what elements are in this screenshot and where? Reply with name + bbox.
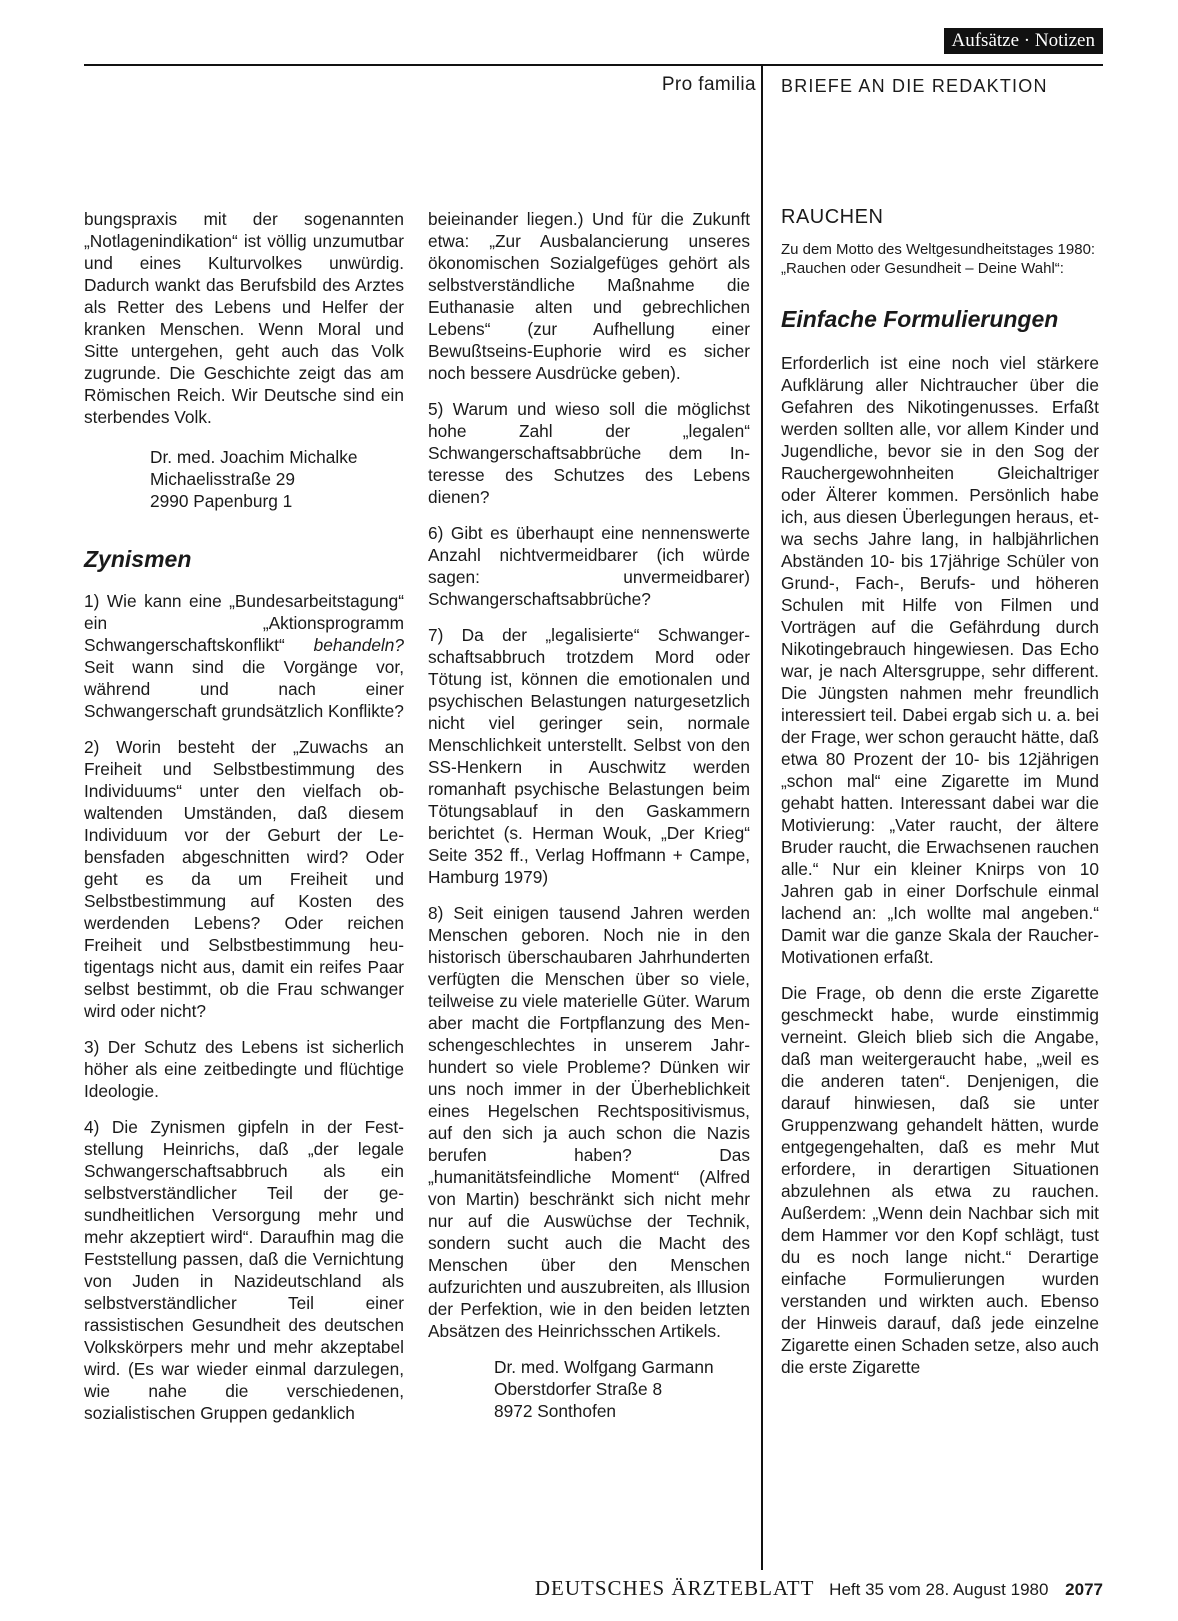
paragraph: 5) Warum und wieso soll die möglichst hohe Zahl der „legalen“ Schwangerschaftsabbrüche dem Interesse des Schutzes des Lebens dienen? bbox=[428, 399, 750, 507]
page-number: 2077 bbox=[1065, 1580, 1103, 1599]
paragraph: 6) Gibt es überhaupt eine nennenswerte Anzahl nichtvermeidbarer (ich würde sagen: unvermeidbarer) Schwangerschaftsabbrüche? bbox=[428, 523, 750, 609]
column-2 bbox=[428, 208, 750, 1458]
signature-name: Dr. med. Joachim Michalke bbox=[150, 447, 358, 467]
signature-city: 2990 Papenburg 1 bbox=[150, 491, 293, 511]
paragraph: 3) Der Schutz des Lebens ist sicherlich höher als eine zeitbedingte und flüchtige Ideologie. bbox=[84, 1037, 404, 1101]
letter-heading-zynismen: Zynismen bbox=[84, 546, 192, 572]
lead-text: Zu dem Motto des Weltgesundheitstages 1980: „Rauchen oder Gesundheit – Deine Wahl“: bbox=[781, 241, 1096, 277]
signature-street: Michaelisstraße 29 bbox=[150, 469, 296, 489]
paragraph: Erforderlich ist eine noch viel stärkere Aufklärung aller Nichtraucher über die Gefahren des Nikotingenusses. Erfaßt werden sollten alle, vor allem Kinder und Jugendliche, bevor sie in den Sog der Rauchergewohnheiten Gleichaltriger oder Älterer kommen. Persönlich habe ich, aus diesen Überlegungen heraus, etwa sechs Jahre lang, in halbjährlichen Abständen 10- bis 17jährige Schüler von Grund-, Fach-, Berufs- und höheren Schulen mit Hilfe von Filmen und Vorträgen auf die Gefährdung durch Nikotingebrauch hingewiesen. Das Echo war, je nach Altersgruppe, sehr different. Die Jüngsten nahmen mehr freundlich interessiert teil. Dabei ergab sich u. a. bei der Frage, wer schon geraucht hätte, daß etwa 80 Prozent der 10- bis 12jährigen „schon mal“ eine Zigarette im Mund gehabt hatten. Interessant dabei war die Motivierung: „Vater raucht, der ältere Bruder raucht, die Erwachsenen rauchen alle.“ Nur ein kleiner Knirps von 10 Jahren gab in einer Dorfschule einmal lachend an: „Ich wollte mal angeben.“ Damit war die ganze Skala der Raucher-Motivationen erfaßt. bbox=[781, 353, 1099, 967]
letter-heading-einfache-formulierungen: Einfache Formulierungen bbox=[781, 306, 1059, 332]
signature-name: Dr. med. Wolfgang Garmann bbox=[494, 1357, 714, 1377]
italic-run: behandeln? bbox=[313, 635, 404, 655]
running-head-right: BRIEFE AN DIE REDAKTION bbox=[781, 76, 1048, 96]
signature-street: Oberstdorfer Straße 8 bbox=[494, 1379, 663, 1399]
column-1 bbox=[84, 208, 404, 1438]
signature-michalke bbox=[150, 446, 404, 512]
signature-garmann bbox=[494, 1356, 750, 1422]
paragraph: beieinander liegen.) Und für die Zukunft etwa: „Zur Ausbalancierung unseres ökonomischen Sozialgefüges gehört als selbstverständliche Maßnahme die Euthanasie alten und gebrechlichen Lebens“ (zur Aufhellung einer Bewußtseins-Euphorie wird es sicher noch bessere Ausdrücke geben). bbox=[428, 209, 750, 383]
paragraph: bungspraxis mit der sogenannten „Notlagenindikation“ ist völlig unzumutbar und eines Kulturvolkes unwürdig. Dadurch wankt das Berufsbild des Arztes als Retter des Lebens und Helfer der kranken Menschen. Wenn Moral und Sitte untergehen, geht auch das Volk zugrunde. Die Geschichte zeigt das am Römischen Reich. Wir Deutsche sind ein sterbendes Volk. bbox=[84, 209, 404, 427]
paragraph: 4) Die Zynismen gipfeln in der Feststellung Heinrichs, daß „der legale Schwangerschaftsabbruch als ein selbstverständlicher Teil der gesundheitlichen Versorgung mehr und mehr akzeptiert wird“. Daraufhin mag die Feststellung passen, daß die Vernichtung von Juden in Nazideutschland als selbstverständlicher Teil einer rassistischen Gesundheit des deutschen Volkskörpers mehr und mehr akzeptabel wird. (Es war wieder einmal darzulegen, wie nahe die verschiedenen, sozialistischen Gruppen gedanklich bbox=[84, 1117, 404, 1423]
text-run: 1) Wie kann eine „Bundesarbeitstagung“ ein „Aktionsprogramm Schwangerschaftskonflikt“ bbox=[84, 591, 404, 655]
section-badge: Aufsätze · Notizen bbox=[944, 28, 1104, 54]
signature-city: 8972 Sonthofen bbox=[494, 1401, 617, 1421]
running-head-left: Pro familia bbox=[661, 74, 756, 95]
text-run: Seit wann sind die Vorgänge vor, während und nach einer Schwangerschaft grundsätzlich Konflikte? bbox=[84, 657, 404, 721]
paragraph bbox=[84, 590, 404, 722]
page-footer bbox=[535, 1576, 1103, 1601]
column-divider bbox=[761, 64, 763, 1570]
rubric-rauchen: RAUCHEN bbox=[781, 206, 884, 228]
header-rule bbox=[84, 64, 1103, 66]
paragraph: 7) Da der „legalisierte“ Schwangerschaftsabbruch trotzdem Mord oder Tötung ist, können die emotionalen und psychischen Belastungen naturgesetzlich nicht viel geringer sein, normale Menschlichkeit unterstellt. Selbst von den SS-Henkern in Auschwitz werden romanhaft psychische Belastungen beim Tötungsablauf in den Gaskammern berichtet (s. Herman Wouk, „Der Krieg“ Seite 352 ff., Verlag Hoffmann + Campe, Hamburg 1979) bbox=[428, 625, 750, 887]
magazine-name: DEUTSCHES ÄRZTEBLATT bbox=[534, 1576, 815, 1600]
paragraph: 8) Seit einigen tausend Jahren werden Menschen geboren. Noch nie in den historisch überschaubaren Jahrhunderten verfügten die Menschen über so viele, teilweise zu viele materielle Güter. Warum aber macht die Fortpflanzung des Menschengeschlechtes in unserem Jahrhundert so viele Probleme? Dünken wir uns noch immer in der Überheblichkeit eines Hegelschen Rechtspositivismus, auf den sich ja auch schon die Nazis berufen haben? Das „humanitätsfeindliche Moment“ (Alfred von Martin) beschränkt sich nicht mehr nur auf die Auswüchse der Technik, sondern sucht auch die Macht des Menschen über den Menschen aufzurichten und auszubreiten, als Illusion der Perfektion, wie in den beiden letzten Absätzen des Heinrichsschen Artikels. bbox=[428, 903, 750, 1341]
paragraph: 2) Worin besteht der „Zuwachs an Freiheit und Selbstbestimmung des Individuums“ unter den vielfach obwaltenden Umständen, daß diesem Individuum vor der Geburt der Lebensfaden abgeschnitten wird? Oder geht es da um Freiheit und Selbstbestimmung auf Kosten des werdenden Lebens? Oder reichen Freiheit und Selbstbestimmung heutigentags nicht aus, damit ein reifes Paar selbst bestimmt, ob die Frau schwanger wird oder nicht? bbox=[84, 737, 404, 1021]
column-3 bbox=[781, 206, 1099, 1392]
issue-info: Heft 35 vom 28. August 1980 bbox=[829, 1580, 1049, 1599]
paragraph: Die Frage, ob denn die erste Zigarette geschmeckt habe, wurde einstimmig verneint. Gleich blieb sich die Angabe, daß man weitergeraucht habe, „weil es die anderen taten“. Denjenigen, die darauf hinwiesen, daß sie unter Gruppenzwang gehandelt hätten, wurde entgegengehalten, daß es mehr Mut erfordere, in derartigen Situationen abzulehnen als etwa zu rauchen. Außerdem: „Wenn dein Nachbar sich mit dem Hammer vor den Kopf schlägt, tust du es noch lange nicht.“ Derartige einfache Formulierungen wurden verstanden und wirkten auch. Ebenso der Hinweis darauf, daß jede einzelne Zigarette einen Schaden setze, also auch die erste Zigarette bbox=[781, 983, 1099, 1377]
